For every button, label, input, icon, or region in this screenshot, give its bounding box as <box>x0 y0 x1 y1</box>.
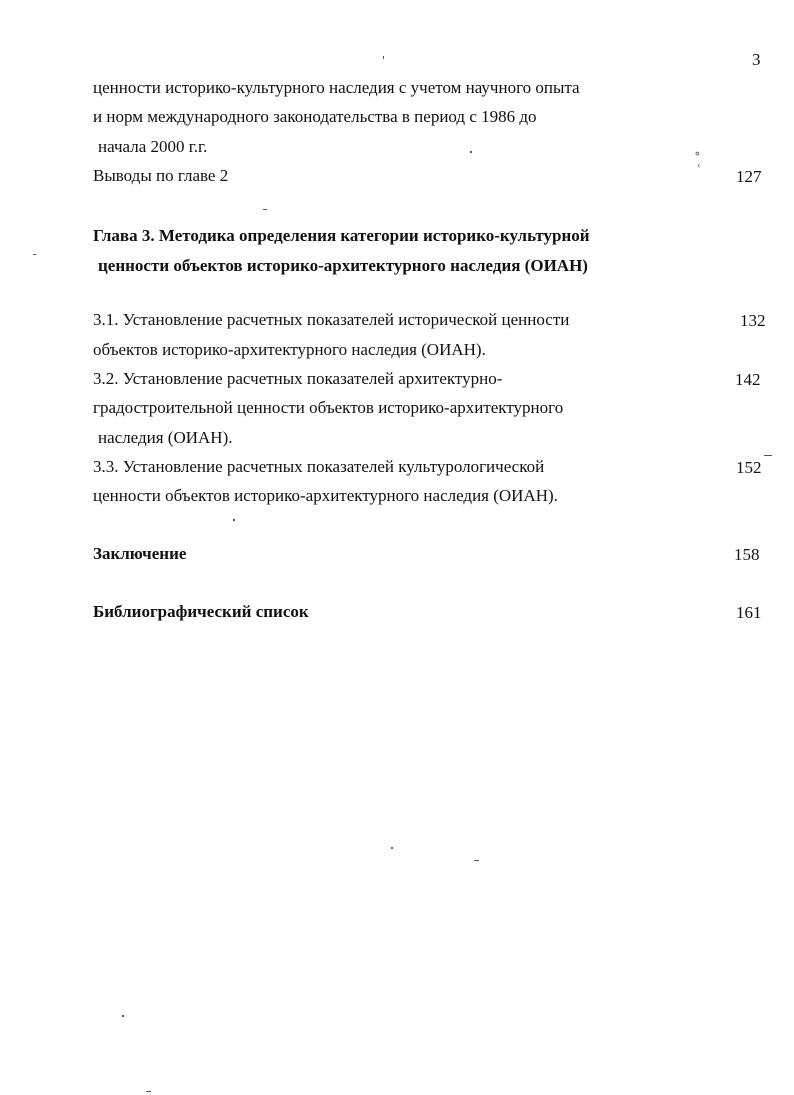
scan-speck <box>470 151 472 153</box>
toc-conclusion-title: Заключение <box>93 544 187 563</box>
toc-section-3-2-line-2: градостроительной ценности объектов историко-архитектурного <box>93 398 564 417</box>
page-number: 3 <box>752 50 761 69</box>
toc-section-3-3-page: 152 <box>736 458 762 477</box>
toc-section-3-2-line-1: 3.2. Установление расчетных показателей архитектурно- <box>93 369 503 388</box>
scan-speck <box>263 209 267 210</box>
toc-conclusion-page: 158 <box>734 545 760 564</box>
handwritten-mark-icon: ∘ <box>694 147 701 162</box>
toc-cont-line-1: ценности историко-культурного наследия с учетом научного опыта <box>93 78 580 97</box>
scan-speck <box>146 1091 151 1092</box>
toc-section-3-2-line-3: наследия (ОИАН). <box>98 428 233 447</box>
scan-speck <box>122 1015 124 1017</box>
toc-section-3-2-page: 142 <box>735 370 761 389</box>
toc-cont-line-2: и норм международного законодательства в период с 1986 до <box>93 107 537 126</box>
scan-speck <box>474 860 479 861</box>
toc-conclusions-ch2-title: Выводы по главе 2 <box>93 166 229 185</box>
toc-section-3-3-line-2: ценности объектов историко-архитектурного наследия (ОИАН). <box>93 486 558 505</box>
handwritten-mark-icon: ‹ <box>697 159 701 171</box>
toc-section-3-3-line-1: 3.3. Установление расчетных показателей культурологической <box>93 457 545 476</box>
toc-cont-line-3: начала 2000 г.г. <box>98 137 208 156</box>
toc-section-3-1-page: 132 <box>740 311 766 330</box>
toc-conclusions-ch2-page: 127 <box>736 167 762 186</box>
toc-section-3-1-line-2: объектов историко-архитектурного наследия (ОИАН). <box>93 340 486 359</box>
scan-speck <box>233 519 235 521</box>
toc-bibliography-page: 161 <box>736 603 762 622</box>
scan-speck <box>391 847 393 849</box>
scan-speck <box>33 254 36 255</box>
chapter3-title-line-1: Глава 3. Методика определения категории историко-культурной <box>93 226 590 245</box>
scan-speck <box>764 455 772 456</box>
toc-bibliography-title: Библиографический список <box>93 602 309 621</box>
scan-speck <box>383 56 384 59</box>
toc-section-3-1-line-1: 3.1. Установление расчетных показателей исторической ценности <box>93 310 570 329</box>
chapter3-title-line-2: ценности объектов историко-архитектурного наследия (ОИАН) <box>98 256 588 275</box>
